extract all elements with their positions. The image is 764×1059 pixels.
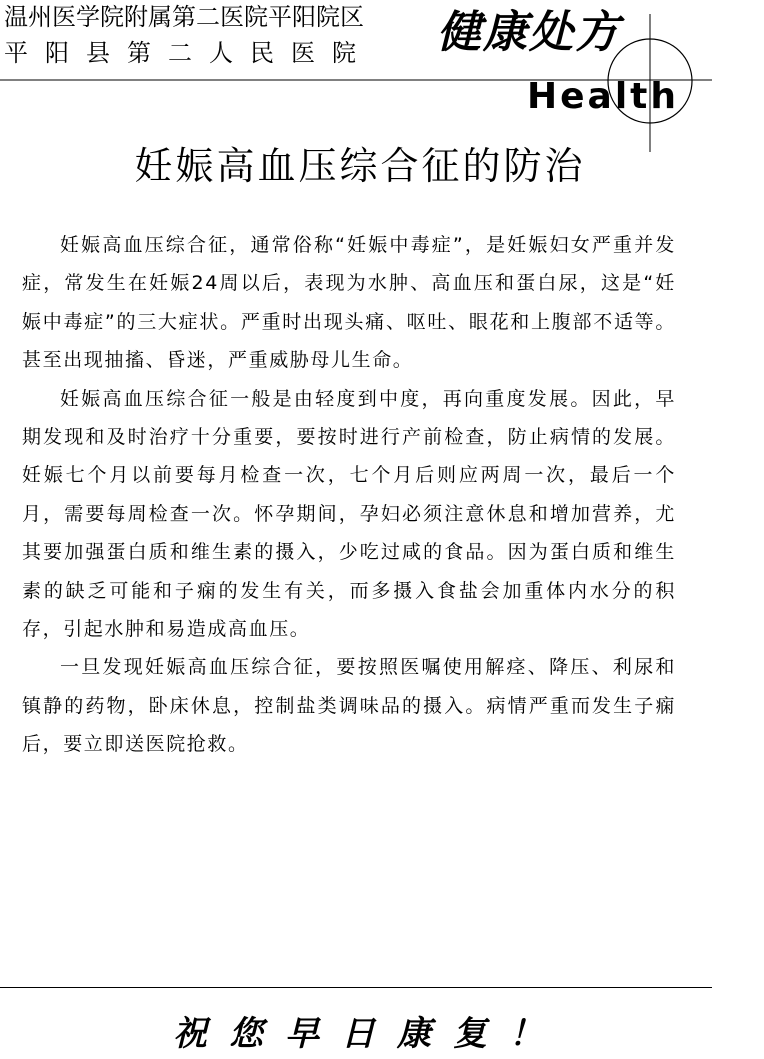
brand-title: 健康处方 <box>437 7 621 58</box>
footer-wish: 祝您早日康复！ <box>173 1014 565 1054</box>
article-paragraph: 妊娠高血压综合征一般是由轻度到中度，再向重度发展。因此，早期发现和及时治疗十分重要，要按时进行产前检查，防止病情的发展。妊娠七个月以前要每月检查一次，七个月后则应两周一次，最后一个月，需要每周检查一次。怀孕期间，孕妇必须注意休息和增加营养，尤其要加强蛋白质和维生素的摄入，少吃过咸的食品。因为蛋白质和维生素的缺乏可能和子痫的发生有关，而多摄入食盐会加重体内水分的积存，引起水肿和易造成高血压。 <box>22 387 676 641</box>
article-title: 妊娠高血压综合征的防治 <box>134 144 586 188</box>
hospital-name-line-1: 温州医学院附属第二医院平阳院区 <box>4 3 364 31</box>
hospital-name-line-2: 平阳县第二人民医院 <box>4 39 373 67</box>
article-body <box>22 226 676 764</box>
footer-divider <box>0 987 712 988</box>
article-paragraph: 一旦发现妊娠高血压综合征，要按照医嘱使用解痉、降压、利尿和镇静的药物，卧床休息，控制盐类调味品的摄入。病情严重而发生子痫后，要立即送医院抢救。 <box>22 656 676 756</box>
article-paragraph: 妊娠高血压综合征，通常俗称“妊娠中毒症”，是妊娠妇女严重并发症，常发生在妊娠24周以后，表现为水肿、高血压和蛋白尿，这是“妊娠中毒症”的三大症状。严重时出现头痛、呕吐、眼花和上腹部不适等。甚至出现抽搐、昏迷，严重威胁母儿生命。 <box>22 234 676 372</box>
brand-subtitle: Health <box>527 76 680 117</box>
